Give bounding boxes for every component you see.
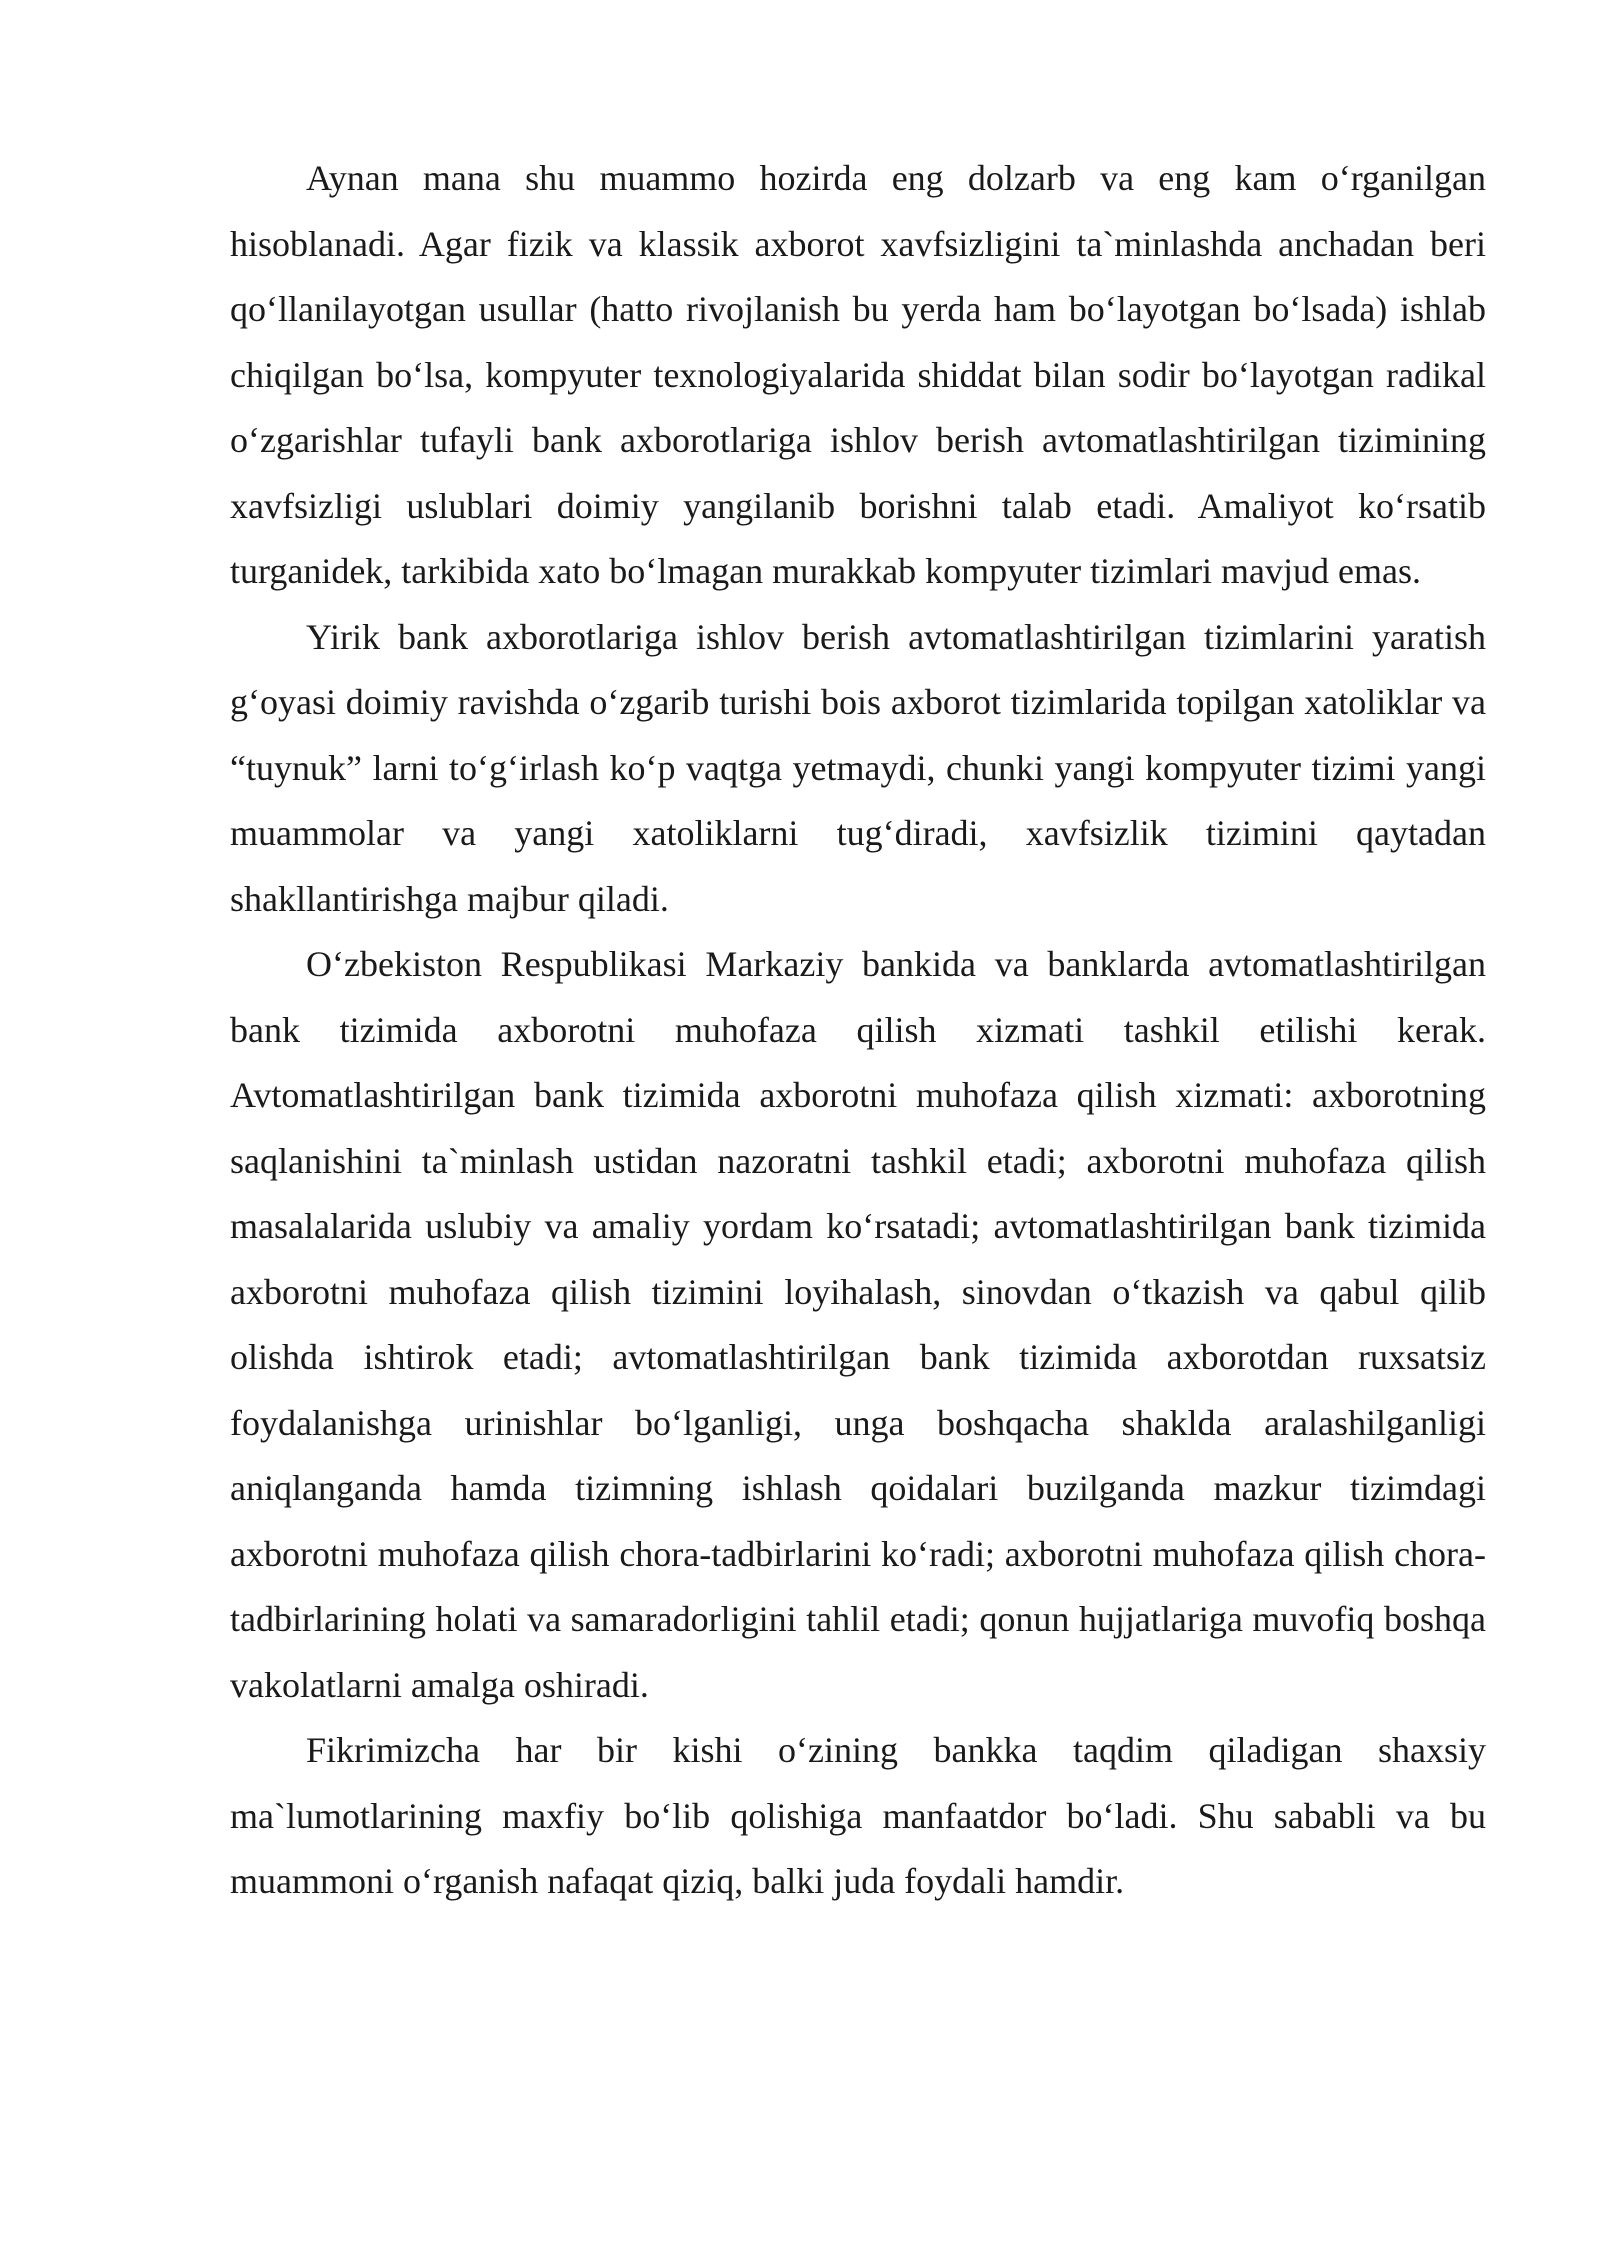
paragraph-2: Yirik bank axborotlariga ishlov berish avtomatlashtirilgan tizimlarini yaratish g‘oyasi doimiy ravishda o‘zgarib turishi bois axborot tizimlarida topilgan xatoliklar va “tuynuk” larni to‘g‘irlash ko‘p vaqtga yetmaydi, chunki yangi kompyuter tizimi yangi muammolar va yangi xatoliklarni tug‘diradi, xavfsizlik tizimini qaytadan shakllantirishga majbur qiladi. [230, 616, 1486, 919]
paragraph-3: O‘zbekiston Respublikasi Markaziy bankida va banklarda avtomatlashtirilgan bank tizimida axborotni muhofaza qilish xizmati tashkil etilishi kerak. Avtomatlashtirilgan bank tizimida axborotni muhofaza qilish xizmati: axborotning saqlanishini ta`minlash ustidan nazoratni tashkil etadi; axborotni muhofaza qilish masalalarida uslubiy va amaliy yordam ko‘rsatadi; avtomatlashtirilgan bank tizimida axborotni muhofaza qilish tizimini loyihalash, sinovdan o‘tkazish va qabul qilib olishda ishtirok etadi; avtomatlashtirilgan bank tizimida axborotdan ruxsatsiz foydalanishga urinishlar bo‘lganligi, unga boshqacha shaklda aralashilganligi aniqlanganda hamda tizimning ishlash qoidalari buzilganda mazkur tizimdagi axborotni muhofaza qilish chora-tadbirlarini ko‘radi; axborotni muhofaza qilish chora-tadbirlarining holati va samaradorligini tahlil etadi; qonun hujjatlariga muvofiq boshqa vakolatlarni amalga oshiradi. [230, 944, 1486, 1705]
document-body [230, 146, 1486, 1915]
paragraph-4: Fikrimizcha har bir kishi o‘zining bankka taqdim qiladigan shaxsiy ma`lumotlarining maxfiy bo‘lib qolishiga manfaatdor bo‘ladi. Shu sababli va bu muammoni o‘rganish nafaqat qiziq, balki juda foydali hamdir. [230, 1730, 1486, 1901]
paragraph-1: Aynan mana shu muammo hozirda eng dolzarb va eng kam o‘rganilgan hisoblanadi. Agar fizik va klassik axborot xavfsizligini ta`minlashda anchadan beri qo‘llanilayotgan usullar (hatto rivojlanish bu yerda ham bo‘layotgan bo‘lsada) ishlab chiqilgan bo‘lsa, kompyuter texnologiyalarida shiddat bilan sodir bo‘layotgan radikal o‘zgarishlar tufayli bank axborotlariga ishlov berish avtomatlashtirilgan tizimining xavfsizligi uslublari doimiy yangilanib borishni talab etadi. Amaliyot ko‘rsatib turganidek, tarkibida xato bo‘lmagan murakkab kompyuter tizimlari mavjud emas. [230, 158, 1486, 591]
